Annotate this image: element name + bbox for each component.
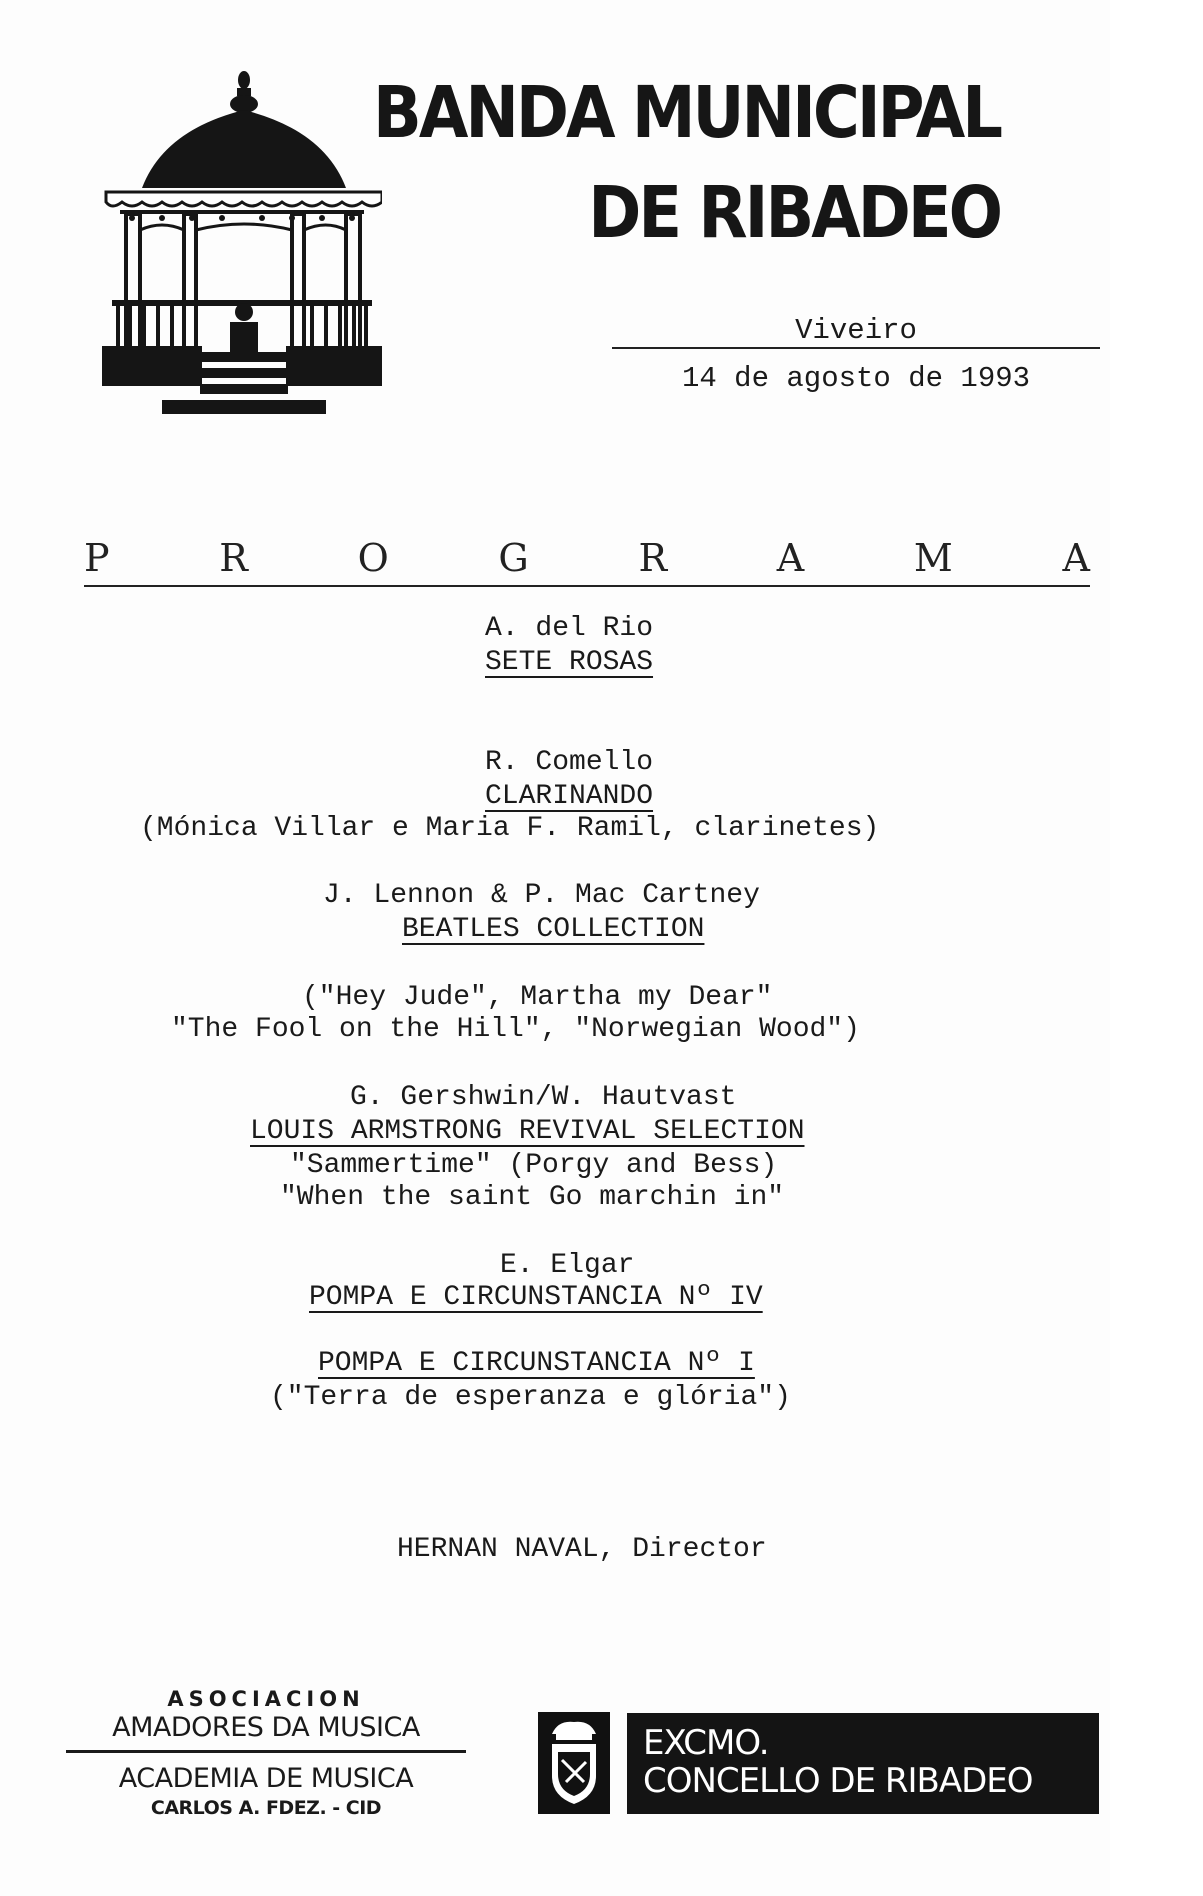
programa-letter: M (913, 536, 953, 580)
programa-letter: A (1062, 536, 1090, 580)
director-credit: HERNAN NAVAL, Director (397, 1534, 767, 1565)
programa-divider (84, 585, 1090, 587)
concert-place: Viveiro (795, 314, 917, 347)
programa-letter: R (219, 536, 248, 580)
piece-title: POMPA E CIRCUNSTANCIA Nº IV (309, 1282, 763, 1313)
band-title-line1: BANDA MUNICIPAL (373, 72, 1000, 155)
amadores-label: AMADORES DA MUSICA (112, 1712, 420, 1743)
piece-title: POMPA E CIRCUNSTANCIA Nº I (318, 1348, 755, 1379)
piece-title: SETE ROSAS (485, 647, 654, 678)
association-logo (66, 1686, 466, 1821)
academia-label: ACADEMIA DE MUSICA (118, 1763, 414, 1794)
piece-title: LOUIS ARMSTRONG REVIVAL SELECTION (250, 1116, 805, 1147)
programa-heading (84, 536, 1090, 580)
place-divider (612, 347, 1100, 349)
piece-composer: R. Comello (485, 747, 654, 778)
association-label: ASOCIACION (167, 1687, 365, 1711)
association-divider (66, 1750, 466, 1753)
excmo-label: EXCMO. (643, 1723, 769, 1763)
band-title-line2: DE RIBADEO (588, 172, 1000, 255)
piece-title: BEATLES COLLECTION (402, 914, 705, 945)
piece-note: ("Hey Jude", Martha my Dear" (302, 982, 773, 1013)
carlos-label: CARLOS A. FDEZ. - CID (150, 1797, 382, 1819)
piece-composer: A. del Rio (485, 613, 654, 644)
piece-composer: E. Elgar (500, 1250, 635, 1281)
piece-note: (Mónica Villar e Maria F. Ramil, clarinetes) (140, 813, 880, 844)
piece-note: ("Terra de esperanza e glória") (270, 1382, 791, 1413)
piece-title: CLARINANDO (485, 781, 654, 812)
concello-label: CONCELLO DE RIBADEO (643, 1761, 1033, 1801)
piece-composer: G. Gershwin/W. Hautvast (350, 1082, 737, 1113)
piece-note: "The Fool on the Hill", "Norwegian Wood") (171, 1014, 860, 1045)
programa-letter: R (638, 536, 668, 580)
programa-letter: P (84, 536, 110, 580)
programa-letter: O (357, 536, 389, 580)
piece-note: "When the saint Go marchin in" (280, 1182, 785, 1213)
gazebo-logo-icon (102, 70, 382, 415)
concert-date: 14 de agosto de 1993 (681, 362, 1031, 395)
concello-logo (627, 1713, 1099, 1814)
programa-letter: A (776, 536, 805, 580)
scan-margin (1110, 0, 1203, 1896)
piece-note: "Sammertime" (Porgy and Bess) (290, 1150, 778, 1181)
coat-of-arms-icon (538, 1712, 610, 1814)
piece-composer: J. Lennon & P. Mac Cartney (323, 880, 760, 911)
programa-letter: G (498, 536, 529, 580)
